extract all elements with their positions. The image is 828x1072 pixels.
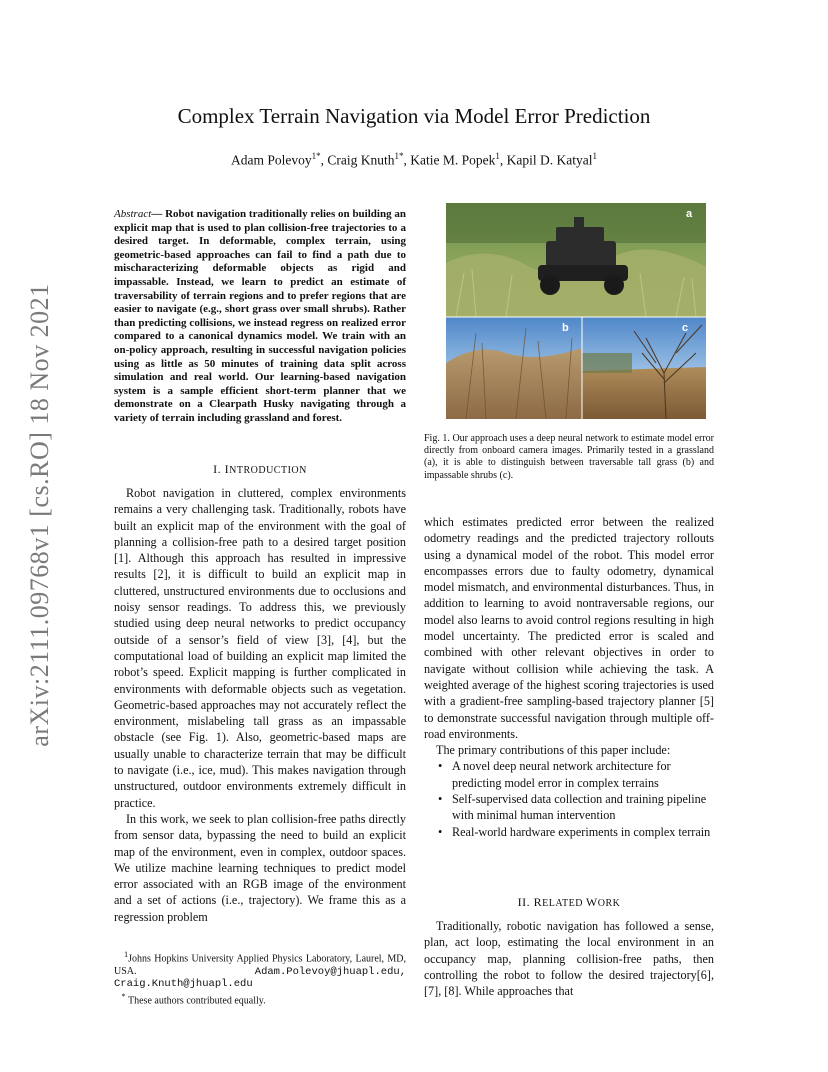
list-item: • A novel deep neural network architecture for predicting model error in complex terrains bbox=[438, 759, 671, 790]
section-heading-related-work: II. RELATED WORK bbox=[517, 895, 621, 909]
photo-panel-a bbox=[446, 203, 706, 317]
abstract bbox=[114, 208, 406, 426]
author-affiliation-mark: 1* bbox=[394, 151, 404, 161]
author-name: Katie M. Popek bbox=[410, 152, 496, 168]
photo-panel-c bbox=[582, 317, 706, 419]
left-column-body bbox=[114, 485, 406, 925]
author-emails: Adam.Polevoy@jhuapl.edu, Craig.Knuth@jhuapl.edu bbox=[114, 965, 406, 991]
author-affiliation-mark: 1* bbox=[311, 151, 321, 161]
figure-1-photos bbox=[446, 203, 706, 419]
author-name: Kapil D. Katyal bbox=[506, 152, 593, 168]
panel-label-a: a bbox=[686, 208, 693, 220]
panel-label-b: b bbox=[562, 322, 569, 334]
author-affiliation-mark: 1 bbox=[592, 151, 597, 161]
abstract-text: — Robot navigation traditionally relies on building an explicit map that is used to plan collision-free trajectories to a desired target. In deformable, complex terrain, using geometric-based approaches can fail to find a path due to mischaracterizing deformable objects as rigid and impassable. Instead, we learn to predict an estimate of traversability of terrain regions and to prefer regions that are easier to navigate (e.g., short grass over small shrubs). Rather than predicting collisions, we instead regress on realized error compared to a canonical dynamics model. We train with an on-policy approach, resulting in successful navigation policies using as little as 50 minutes of training data split across simulation and real world. Our learning-based navigation system is a sample efficient short-term planner that we demonstrate on a Clearpath Husky navigating through a variety of terrain including grassland and forest. bbox=[114, 208, 406, 424]
panel-label-c: c bbox=[682, 322, 689, 334]
list-item: • Self-supervised data collection and training pipeline with minimal human intervention bbox=[438, 792, 707, 823]
intro-paragraph-1: Robot navigation in cluttered, complex environments remains a very challenging task. Traditionally, robots have built an explicit map of the environment with the goal of planning a collision-free path to a desired target position [1]. Although this approach has resulted in impressive results [2], it is difficult to build an explicit map in cluttered, unstructured environments due to occlusions and noisy sensor readings. To address this, we previously studied using deep neural networks to predict occupancy outside of a sensor’s field of view [3], [4], but the computational load of building an explicit map limited the robot’s speed. Explicit mapping is further complicated in environments with deformable objects such as vegetation. Geometric-based approaches may not accurately reflect the environment, mislabeling tall grass as an impassable obstacle (see Fig. 1). Also, geometric-based maps are usually unable to characterize terrain that may be difficult to navigate (i.e., ice, mud). This makes navigation through unstructured, outdoor environments extremely difficult in practice. bbox=[114, 486, 406, 810]
affiliation-footnote: $^1$Johns Hopkins University Applied Physics Laboratory, Laurel, MD, USA. Adam.Polevoy@jhuapl.edu, Craig.Knuth@jhuapl.edu bbox=[114, 950, 406, 991]
right-paragraph-1: which estimates predicted error between the realized odometry readings and the predicted trajectory rollouts using a dynamical model of the robot. This model error encompasses errors due to faulty odometry, dynamical model mismatch, and environmental disturbances. Thus, in addition to learning to avoid nontraversable regions, our model also learns to avoid control regions resulting in high model uncertainty. The predicted error is scaled and combined with other relevant objectives in order to navigate without collision while achieving the task. A weighted average of the highest scoring trajectories is used with a gradient-free sampling-based trajectory planner [5] to demonstrate successful navigation through multiple off-road environments. bbox=[424, 515, 714, 741]
author-affiliation-mark: 1 bbox=[495, 151, 500, 161]
related-paragraph-1: Traditionally, robotic navigation has followed a sense, plan, act loop, estimating the local environment in an occupancy map, planning collision-free paths, then controlling the robot to follow the desired trajectory[6], [7], [8]. While approaches that bbox=[424, 919, 714, 999]
figure-1 bbox=[446, 203, 706, 419]
author-name: Craig Knuth bbox=[327, 152, 395, 168]
related-work-body bbox=[424, 918, 714, 999]
photo-panel-b bbox=[446, 317, 582, 419]
abstract-label: Abstract bbox=[114, 208, 152, 220]
paper-title: Complex Terrain Navigation via Model Error Prediction bbox=[177, 104, 651, 128]
contributions-list bbox=[424, 758, 714, 839]
contributions-intro: The primary contributions of this paper include: bbox=[436, 743, 671, 758]
arxiv-sidebar bbox=[10, 250, 70, 780]
section-heading-introduction: I. INTRODUCTION bbox=[213, 462, 307, 476]
author-list: Adam Polevoy$^{1*}$, Craig Knuth$^{1*}$, Katie M. Popek$^1$, Kapil D. Katyal$^1$ bbox=[231, 151, 597, 168]
arxiv-identifier: arXiv:2111.09768v1 [cs.RO] 18 Nov 2021 bbox=[25, 283, 54, 747]
intro-paragraph-2: In this work, we seek to plan collision-free paths directly from sensor data, bypassing the need to build an explicit map of the environment, even in complex, outdoor spaces. We utilize machine learning techniques to predict model error associated with an RGB image of the environment and a set of actions (i.e., trajectory). We frame this as a regression problem bbox=[114, 811, 406, 924]
right-column-body bbox=[424, 514, 714, 840]
author-name: Adam Polevoy bbox=[231, 152, 312, 168]
equal-contribution-footnote: * These authors contributed equally. bbox=[121, 991, 266, 1006]
footnotes bbox=[114, 949, 406, 1007]
list-item: • Real-world hardware experiments in complex terrain bbox=[438, 824, 711, 839]
figure-1-caption: Fig. 1. Our approach uses a deep neural network to estimate model error directly from onboard camera images. Primarily tested in a grassland (a), it is able to distinguish between traversable tall grass (b) and impassable shrubs (c). bbox=[424, 433, 714, 481]
